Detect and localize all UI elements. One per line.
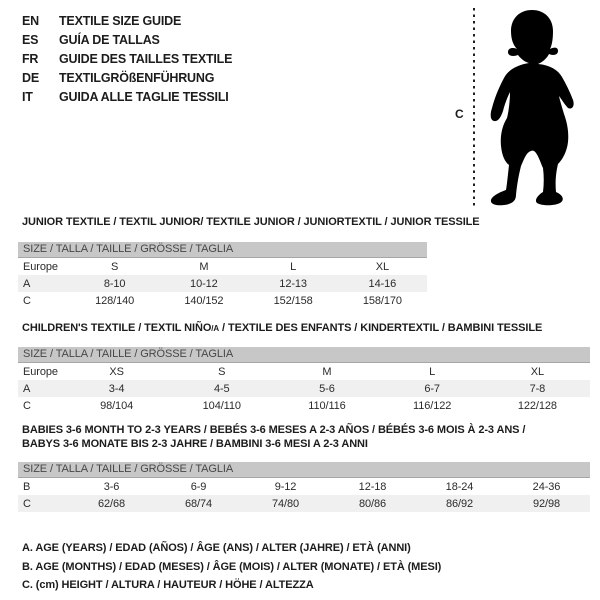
children-table-title <box>22 322 542 334</box>
baby-silhouette-icon <box>487 4 577 206</box>
size-cell: 18-24 <box>445 480 474 493</box>
size-cell: 3-6 <box>103 480 120 493</box>
row-label: Europe <box>23 260 58 273</box>
language-code: ES <box>22 32 39 47</box>
row-label: Europe <box>23 365 58 378</box>
junior-table-title: JUNIOR TEXTILE / TEXTIL JUNIOR/ TEXTILE JUNIOR / JUNIORTEXTIL / JUNIOR TESSILE <box>22 216 480 228</box>
size-cell: XL <box>530 365 544 378</box>
size-header-row <box>18 347 590 363</box>
language-title: TEXTILGRÖßENFÜHRUNG <box>59 70 215 85</box>
size-cell: M <box>199 260 209 273</box>
size-header-row <box>18 242 427 258</box>
size-cell: 10-12 <box>159 275 248 292</box>
size-cell: L <box>290 260 297 273</box>
table-row <box>18 380 590 397</box>
babies-size-table <box>18 462 590 512</box>
size-cell: 8-10 <box>70 275 159 292</box>
size-cell: 122/128 <box>517 399 557 412</box>
row-label: B <box>23 480 31 493</box>
table-row <box>18 478 590 496</box>
language-title: GUIDA ALLE TAGLIE TESSILI <box>59 89 229 104</box>
size-cell: 14-16 <box>338 275 427 292</box>
size-cell: 5-6 <box>274 380 379 397</box>
row-label: C <box>23 294 31 307</box>
size-cell: 104/110 <box>202 399 241 412</box>
table-row <box>18 258 427 276</box>
size-cell: 6-9 <box>190 480 207 493</box>
row-label: C <box>23 399 31 412</box>
size-cell: 3-4 <box>64 380 169 397</box>
size-cell: XS <box>109 365 124 378</box>
legend-line-a: A. AGE (YEARS) / EDAD (AÑOS) / ÂGE (ANS) / ALTER (JAHRE) / ETÀ (ANNI) <box>22 542 411 554</box>
language-title: GUÍA DE TALLAS <box>59 32 160 47</box>
language-title: TEXTILE SIZE GUIDE <box>59 13 182 28</box>
babies-table-title-line1: BABIES 3-6 MONTH TO 2-3 YEARS / BEBÉS 3-6 MESES A 2-3 AÑOS / BÉBÉS 3-6 MOIS À 2-3 ANS / <box>22 424 526 436</box>
size-cell: 80/86 <box>329 495 416 512</box>
size-cell: XL <box>375 260 389 273</box>
children-title-subscript: /A <box>211 324 220 333</box>
language-code: DE <box>22 70 39 85</box>
size-cell: 98/104 <box>100 399 134 412</box>
size-cell: 12-13 <box>249 275 338 292</box>
language-title: GUIDE DES TAILLES TEXTILE <box>59 51 233 66</box>
size-cell: 86/92 <box>416 495 503 512</box>
babies-table-title-line2: BABYS 3-6 MONATE BIS 2-3 JAHRE / BAMBINI 3-6 MESI A 2-3 ANNI <box>22 438 368 450</box>
table-row <box>18 495 590 512</box>
size-cell: M <box>322 365 332 378</box>
language-row-es <box>22 30 232 49</box>
legend-line-c: C. (cm) HEIGHT / ALTURA / HAUTEUR / HÖHE / ALTEZZA <box>22 579 314 591</box>
language-list <box>22 11 232 106</box>
size-cell: S <box>111 260 119 273</box>
language-row-fr <box>22 49 232 68</box>
size-cell: L <box>429 365 436 378</box>
legend-line-b: B. AGE (MONTHS) / EDAD (MESES) / ÂGE (MOIS) / ALTER (MONATE) / ETÀ (MESI) <box>22 560 442 573</box>
size-cell: 140/152 <box>184 294 224 307</box>
size-cell: 24-36 <box>532 480 561 493</box>
language-row-it <box>22 87 232 106</box>
size-cell: 68/74 <box>155 495 242 512</box>
children-title-prefix: CHILDREN'S TEXTILE / TEXTIL NIÑO <box>22 322 212 334</box>
size-cell: 4-5 <box>169 380 274 397</box>
row-label: A <box>18 275 70 292</box>
size-cell: S <box>218 365 226 378</box>
junior-size-table <box>18 242 427 309</box>
children-size-table <box>18 347 590 414</box>
language-row-en <box>22 11 232 30</box>
size-header-row <box>18 462 590 478</box>
table-row <box>18 363 590 381</box>
language-code: IT <box>22 89 33 104</box>
size-cell: 74/80 <box>242 495 329 512</box>
height-measure-label: C <box>455 107 464 121</box>
children-title-suffix: / TEXTILE DES ENFANTS / KINDERTEXTIL / BAMBINI TESSILE <box>219 322 543 334</box>
size-cell: 92/98 <box>503 495 590 512</box>
table-row <box>18 397 590 414</box>
language-code: FR <box>22 51 39 66</box>
size-cell: 128/140 <box>95 294 135 307</box>
row-label: A <box>18 380 64 397</box>
language-code: EN <box>22 13 39 28</box>
measurement-legend <box>22 539 441 595</box>
size-cell: 62/68 <box>68 495 155 512</box>
size-cell: 9-12 <box>274 480 297 493</box>
size-cell: 116/122 <box>413 399 452 412</box>
size-header-bar: SIZE / TALLA / TAILLE / GRÖSSE / TAGLIA <box>18 242 427 258</box>
size-cell: 12-18 <box>358 480 387 493</box>
table-row <box>18 292 427 309</box>
size-cell: 158/170 <box>362 294 402 307</box>
table-row <box>18 275 427 292</box>
row-label: C <box>18 495 68 512</box>
size-header-bar: SIZE / TALLA / TAILLE / GRÖSSE / TAGLIA <box>18 347 590 363</box>
size-cell: 7-8 <box>485 380 590 397</box>
size-header-bar: SIZE / TALLA / TAILLE / GRÖSSE / TAGLIA <box>18 462 590 478</box>
size-cell: 152/158 <box>273 294 313 307</box>
size-cell: 6-7 <box>380 380 485 397</box>
height-measure-dashed-line <box>473 8 475 206</box>
language-row-de <box>22 68 232 87</box>
size-cell: 110/116 <box>308 399 346 412</box>
